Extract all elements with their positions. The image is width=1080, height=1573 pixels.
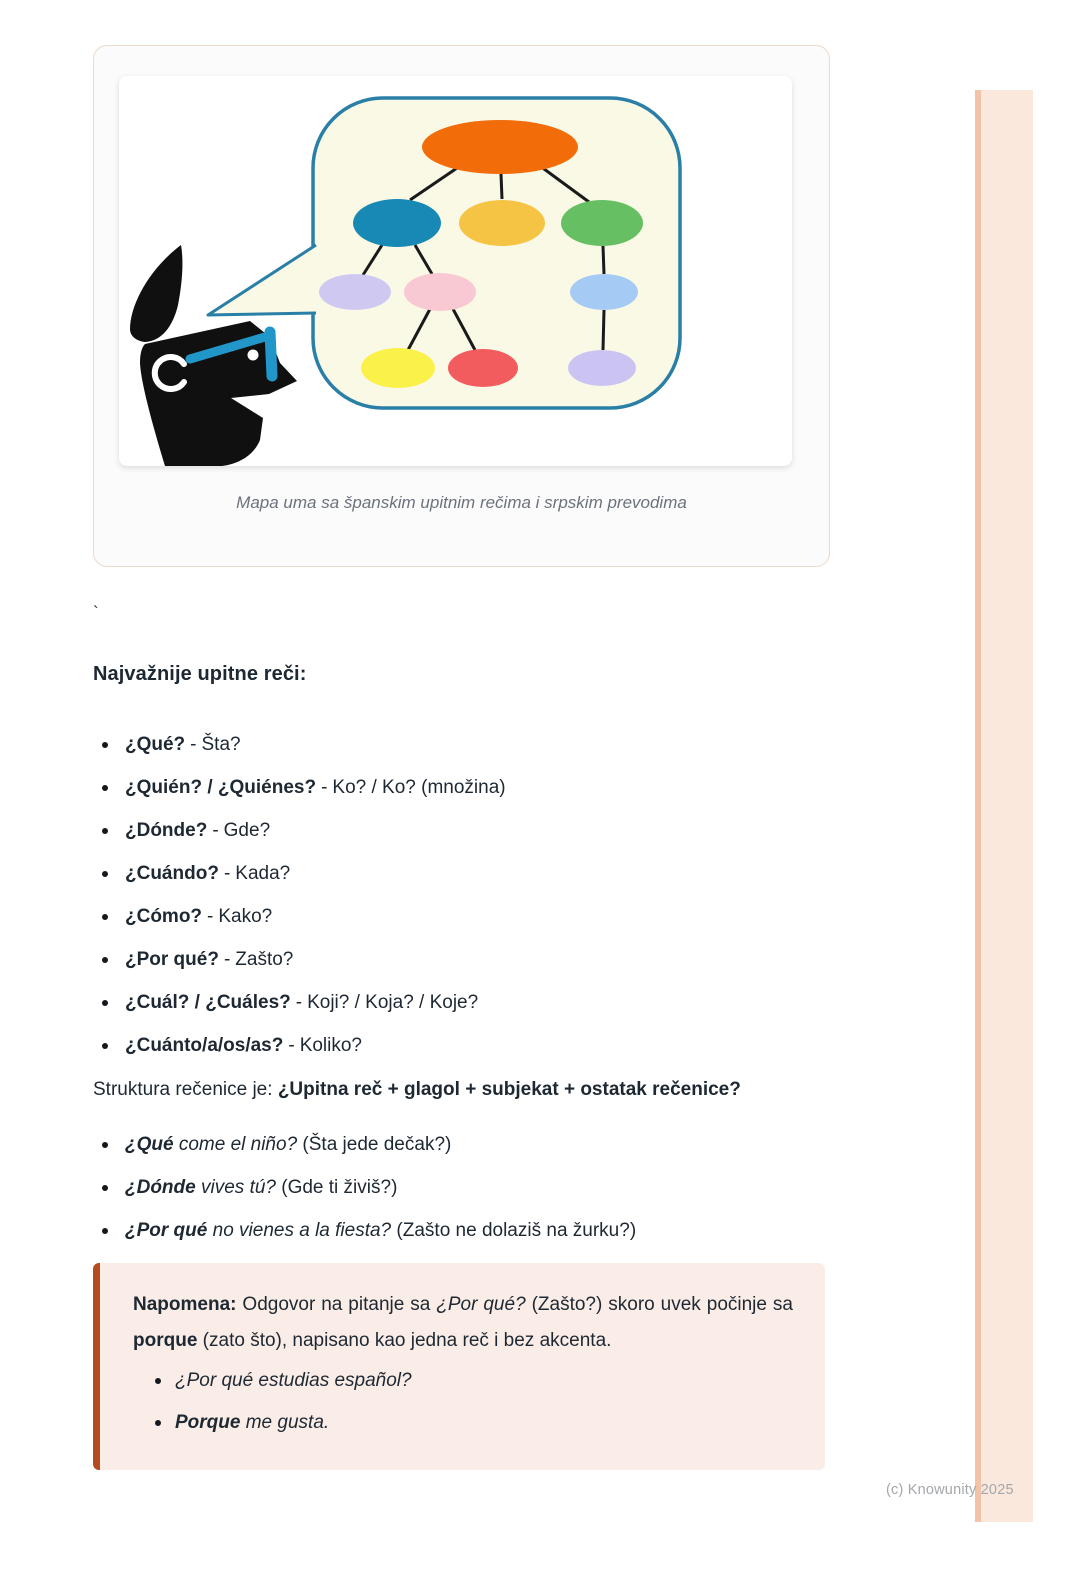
term-text: ¿Por qué? bbox=[125, 949, 219, 970]
mindmap-edge bbox=[603, 246, 604, 274]
note-callout bbox=[93, 1263, 825, 1470]
head-spike bbox=[130, 245, 182, 342]
mindmap-edge bbox=[603, 310, 604, 350]
note-text: (Zašto?) skoro uvek počinje sa bbox=[525, 1294, 793, 1315]
translation-text: Koji? / Koja? / Koje? bbox=[307, 992, 479, 1013]
example-question-word: ¿Por qué bbox=[125, 1220, 208, 1241]
example-spanish: come el niño? bbox=[173, 1134, 298, 1155]
note-example-item bbox=[153, 1370, 793, 1392]
note-example-text: me gusta. bbox=[240, 1412, 330, 1434]
question-word-item bbox=[93, 777, 830, 799]
term-text: ¿Cuánto/a/os/as? bbox=[125, 1035, 284, 1056]
copyright-watermark: (c) Knowunity 2025 bbox=[886, 1482, 1014, 1498]
right-margin-line bbox=[975, 90, 981, 1522]
section-heading: Najvažnije upitne reči: bbox=[93, 663, 307, 685]
structure-intro: Struktura rečenice je: bbox=[93, 1079, 278, 1100]
term-text: ¿Qué? bbox=[125, 734, 186, 755]
separator-text: - bbox=[190, 734, 197, 755]
mindmap-illustration bbox=[119, 76, 792, 466]
term-text: ¿Cuándo? bbox=[125, 863, 219, 884]
figure-card bbox=[93, 45, 830, 567]
example-translation: (Šta jede dečak?) bbox=[297, 1134, 452, 1155]
term-text: ¿Cuál? / ¿Cuáles? bbox=[125, 992, 291, 1013]
mindmap-node-root bbox=[422, 120, 578, 174]
example-translation: (Zašto ne dolaziš na žurku?) bbox=[391, 1220, 637, 1241]
mindmap-node-leaf-yellow bbox=[361, 348, 435, 388]
separator-text: - bbox=[288, 1035, 295, 1056]
note-examples-list bbox=[133, 1370, 793, 1434]
translation-text: Zašto? bbox=[235, 949, 294, 970]
note-paragraph bbox=[133, 1287, 793, 1358]
note-text: Odgovor na pitanje sa bbox=[236, 1294, 437, 1315]
separator-text: - bbox=[212, 820, 219, 841]
note-example-text: ¿Por qué estudias español? bbox=[175, 1370, 412, 1392]
question-word-item bbox=[93, 992, 830, 1014]
note-keyword: porque bbox=[133, 1329, 198, 1351]
example-question-word: ¿Dónde bbox=[125, 1177, 196, 1198]
example-question-word: ¿Qué bbox=[125, 1134, 174, 1155]
note-label: Napomena: bbox=[133, 1294, 237, 1315]
separator-text: - bbox=[295, 992, 303, 1013]
question-word-item bbox=[93, 1035, 830, 1057]
question-word-item bbox=[93, 949, 830, 971]
separator-text: - bbox=[223, 949, 231, 970]
separator-text: - bbox=[207, 906, 214, 927]
note-example-item bbox=[153, 1412, 793, 1434]
figure-caption: Mapa uma sa španskim upitnim rečima i srpskim prevodima bbox=[236, 493, 687, 512]
mindmap-node-branch-yellow bbox=[459, 200, 545, 246]
mindmap-node-leaf-blue bbox=[570, 274, 638, 310]
separator-text: - bbox=[223, 863, 231, 884]
question-words-list bbox=[93, 734, 830, 1057]
mindmap-node-branch-teal bbox=[353, 199, 441, 247]
example-item bbox=[93, 1134, 830, 1156]
example-translation: (Gde ti živiš?) bbox=[275, 1177, 398, 1198]
right-margin-band bbox=[981, 90, 1033, 1522]
question-word-item bbox=[93, 906, 830, 928]
mindmap-node-leaf-red bbox=[448, 349, 518, 387]
note-spanish-phrase: ¿Por qué? bbox=[436, 1294, 526, 1315]
mindmap-node-leaf-pink bbox=[404, 273, 476, 311]
mindmap-node-leaf-lavender-1 bbox=[319, 274, 391, 310]
note-text: (zato što), napisano kao jedna reč i bez akcenta. bbox=[197, 1329, 612, 1351]
term-text: ¿Cómo? bbox=[125, 906, 203, 927]
separator-text: - bbox=[321, 777, 328, 798]
stray-backtick: ` bbox=[93, 603, 99, 622]
eye-dot bbox=[248, 350, 259, 361]
mindmap-node-branch-green bbox=[561, 200, 643, 246]
note-example-lead: Porque bbox=[175, 1412, 241, 1434]
mindmap-node-leaf-lavender-2 bbox=[568, 350, 636, 386]
translation-text: Šta? bbox=[201, 734, 241, 755]
examples-list bbox=[93, 1134, 830, 1242]
example-item bbox=[93, 1220, 830, 1242]
translation-text: Kako? bbox=[218, 906, 273, 927]
example-spanish: no vienes a la fiesta? bbox=[207, 1220, 392, 1241]
term-text: ¿Dónde? bbox=[125, 820, 208, 841]
question-word-item bbox=[93, 820, 830, 842]
glasses-front-bar bbox=[270, 332, 272, 376]
translation-text: Koliko? bbox=[299, 1035, 363, 1056]
translation-text: Gde? bbox=[223, 820, 271, 841]
structure-line bbox=[93, 1078, 830, 1102]
translation-text: Kada? bbox=[235, 863, 291, 884]
page-content bbox=[93, 45, 830, 1470]
mindmap-edge bbox=[501, 174, 502, 199]
term-text: ¿Quién? / ¿Quiénes? bbox=[125, 777, 317, 798]
figure-image bbox=[119, 76, 792, 466]
example-item bbox=[93, 1177, 830, 1199]
question-word-item bbox=[93, 734, 830, 756]
question-word-item bbox=[93, 863, 830, 885]
example-spanish: vives tú? bbox=[195, 1177, 276, 1198]
translation-text: Ko? / Ko? (množina) bbox=[332, 777, 506, 798]
structure-formula: ¿Upitna reč + glagol + subjekat + ostatak rečenice? bbox=[277, 1079, 741, 1100]
